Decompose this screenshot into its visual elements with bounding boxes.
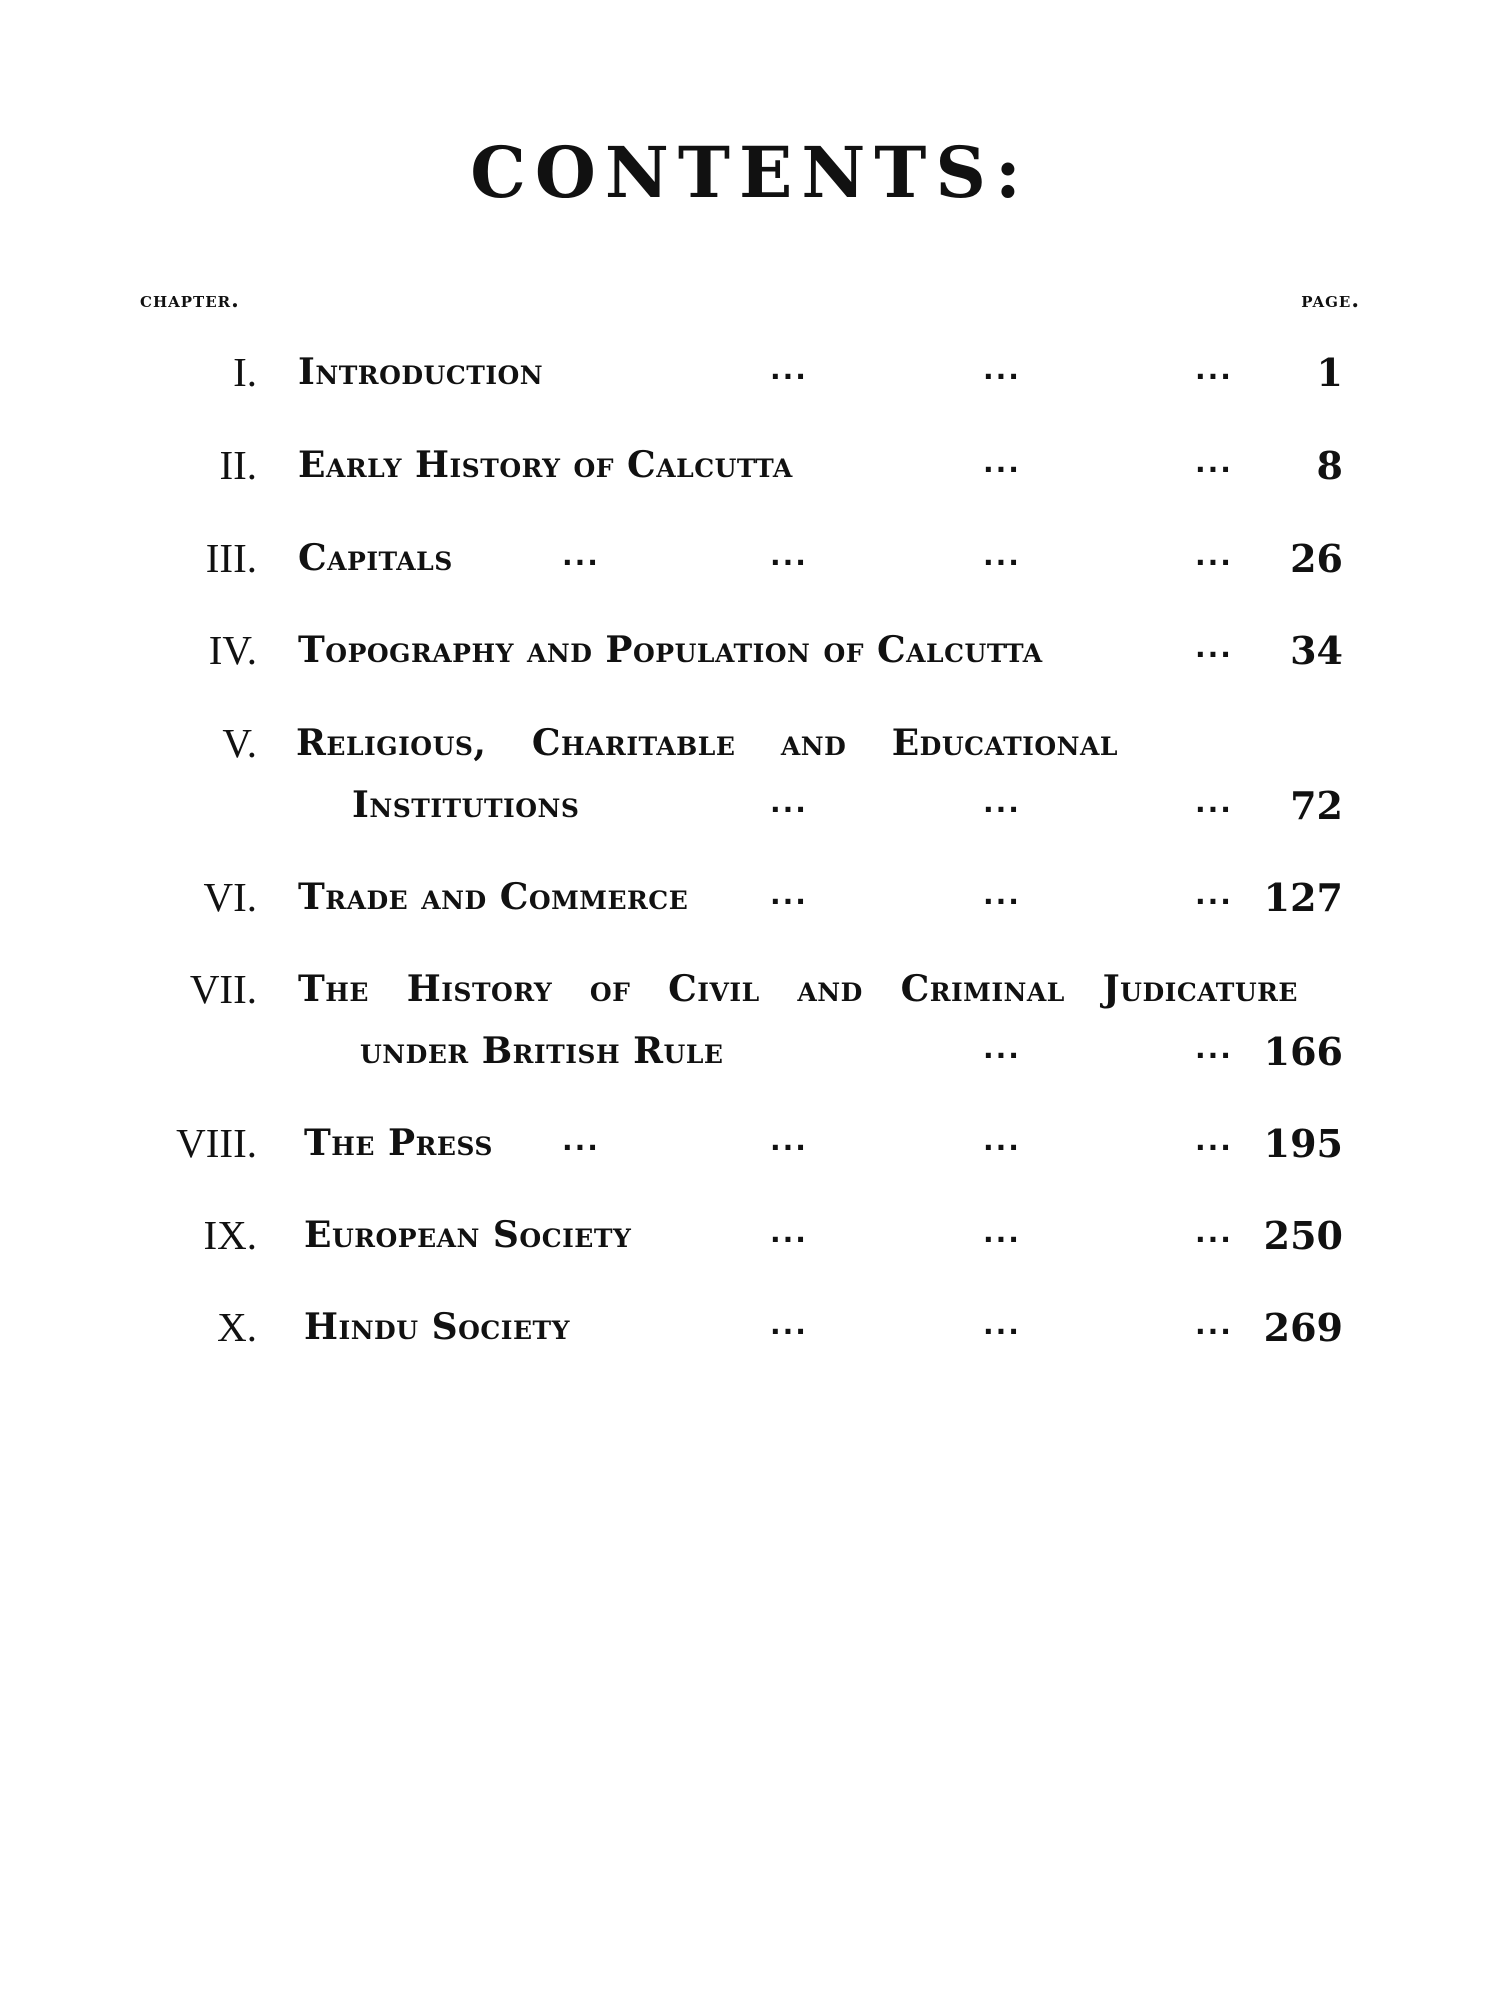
chapter-numeral: IV. [208,627,257,673]
chapter-title: Early History of Calcutta [298,444,793,486]
chapter-numeral: II. [219,442,257,488]
chapter-numeral: I. [233,349,257,395]
dot-leader: ... [770,878,808,911]
dot-leader: ... [1195,446,1233,479]
dot-leader: ... [983,1124,1021,1157]
page-number: 166 [1263,1029,1343,1074]
toc-entry [0,966,1500,1094]
chapter-numeral: VI. [203,874,257,920]
dot-leader: ... [983,786,1021,819]
title-word: and [780,722,847,764]
toc-entry [0,535,1500,598]
chapter-numeral: VII. [189,966,257,1012]
chapter-numeral: X. [217,1304,257,1350]
chapter-numeral: III. [205,535,257,581]
toc-entry [0,1120,1500,1183]
page-column-header: page. [1301,287,1360,313]
chapter-title: Capitals [298,537,453,579]
title-word: and [797,968,863,1010]
title-word: Judicature [1102,968,1298,1010]
chapter-title: Topography and Population of Calcutta [298,629,1043,671]
title-word: Educational [891,722,1118,764]
page-number: 1 [1316,350,1343,395]
dot-leader: ... [562,1124,600,1157]
dot-leader: ... [983,1032,1021,1065]
dot-leader: ... [1195,1216,1233,1249]
dot-leader: ... [562,539,600,572]
title-word: Civil [668,968,760,1010]
dot-leader: ... [983,1308,1021,1341]
page-title: CONTENTS: [470,131,1030,214]
chapter-numeral: IX. [203,1212,257,1258]
chapter-title: Introduction [298,351,544,393]
dot-leader: ... [1195,353,1233,386]
dot-leader: ... [983,878,1021,911]
toc-entry [0,720,1500,848]
page-number: 269 [1263,1305,1343,1350]
chapter-numeral: VIII. [176,1120,257,1166]
title-word: Criminal [900,968,1065,1010]
dot-leader: ... [983,1216,1021,1249]
chapter-title: Trade and Commerce [298,876,689,918]
dot-leader: ... [1195,631,1233,664]
dot-leader: ... [770,1216,808,1249]
dot-leader: ... [1195,539,1233,572]
chapter-title-line-1 [298,968,1298,1010]
dot-leader: ... [1195,1032,1233,1065]
chapter-title-line-2: Institutions [352,784,580,826]
dot-leader: ... [983,539,1021,572]
page-number: 72 [1290,783,1343,828]
dot-leader: ... [770,786,808,819]
dot-leader: ... [770,539,808,572]
dot-leader: ... [1195,878,1233,911]
chapter-numeral: V. [222,720,257,766]
dot-leader: ... [770,1124,808,1157]
page-number: 26 [1290,536,1343,581]
dot-leader: ... [1195,1308,1233,1341]
title-word: of [589,968,631,1010]
dot-leader: ... [770,353,808,386]
toc-entry [0,874,1500,937]
dot-leader: ... [770,1308,808,1341]
page-number: 250 [1263,1213,1343,1258]
dot-leader: ... [1195,786,1233,819]
page-number: 34 [1290,628,1343,673]
chapter-title-line-1 [296,722,1118,764]
chapter-title: The Press [304,1122,493,1164]
chapter-title: Hindu Society [304,1306,570,1348]
toc-entry [0,349,1500,412]
dot-leader: ... [983,353,1021,386]
dot-leader: ... [1195,1124,1233,1157]
title-word: Charitable [531,722,736,764]
title-word: Religious, [296,722,487,764]
toc-entry [0,1212,1500,1275]
page-number: 8 [1316,443,1343,488]
page-number: 195 [1263,1121,1343,1166]
title-word: History [406,968,553,1010]
chapter-title-line-2: under British Rule [360,1030,724,1072]
toc-entry [0,627,1500,690]
toc-entry [0,1304,1500,1367]
chapter-column-header: chapter. [140,287,240,313]
chapter-title: European Society [304,1214,632,1256]
dot-leader: ... [983,446,1021,479]
page-number: 127 [1263,875,1343,920]
toc-entry [0,442,1500,505]
title-word: The [298,968,369,1010]
